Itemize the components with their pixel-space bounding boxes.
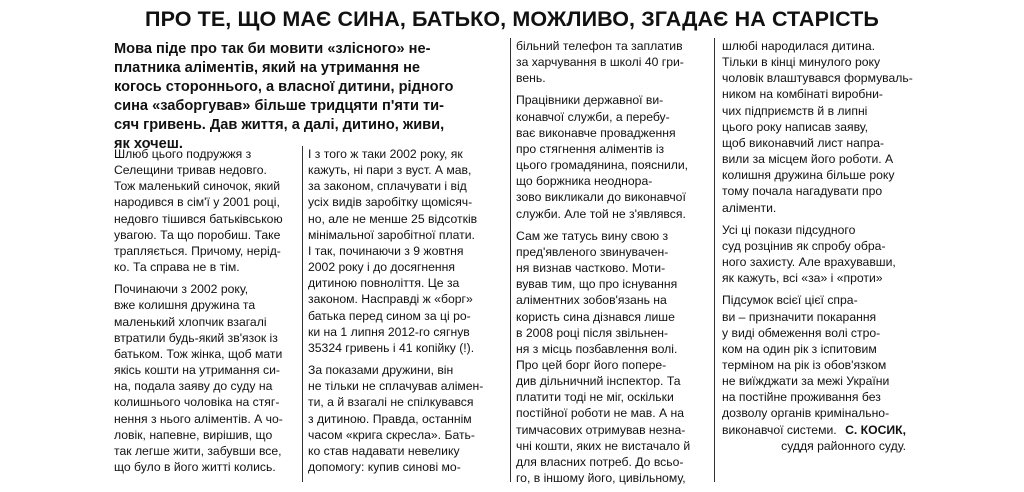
text-column-4 — [722, 38, 913, 438]
text-line: батьком. Тож жінка, щоб мати — [114, 346, 283, 361]
text-line: що було в його житті колись. — [114, 459, 276, 474]
column-divider — [714, 38, 715, 482]
text-line: маленький хлопчик взагалі — [114, 314, 267, 329]
text-line: І з того ж таки 2002 року, як — [308, 147, 463, 161]
text-line: постійної роботи не мав. А на — [516, 406, 684, 421]
text-line: платити тоді не міг, оскільки — [516, 390, 674, 405]
lead-line: сина «заборгував» більше тридцяти п'яти ти- — [114, 97, 444, 114]
lead-paragraph — [114, 40, 506, 153]
text-line: не тільки не сплачував алімен- — [308, 379, 484, 394]
text-line: допомогу: купив синові мо- — [308, 459, 461, 474]
text-line: суд розцінив як спробу обра- — [722, 238, 886, 253]
lead-line: як хочеш. — [114, 135, 183, 152]
text-line: законом. Насправді ж «борг» — [308, 292, 473, 307]
text-line: Усі ці покази підсудного — [722, 222, 856, 237]
text-line: За показами дружини, він — [308, 363, 454, 378]
text-line: не виїжджати за межі України — [722, 374, 890, 389]
text-line: на постійне проживання без — [722, 390, 881, 405]
text-line: кажуть, ні пари з вуст. А мав, — [308, 163, 472, 178]
text-line: народився в сім'ї у 2001 році, — [114, 195, 280, 210]
text-line: ки на 1 липня 2012-го сягнув — [308, 324, 470, 339]
text-line: втратили будь-який зв'язок із — [114, 330, 278, 345]
text-line: Селещини тривав недовго. — [114, 163, 267, 178]
text-line: ви – призначити покарання — [722, 309, 877, 324]
text-line: дозволу органів кримінально- — [722, 406, 890, 421]
text-line: на, подала заяву до суду на — [114, 379, 273, 394]
text-line: ко. Та справа не в тім. — [114, 260, 240, 275]
text-line: див дільничний інспектор. Та — [516, 374, 681, 389]
text-line: трапляється. Причому, нерід- — [114, 243, 281, 258]
text-line: нення з нього аліментів. А чо- — [114, 411, 283, 426]
text-column-2 — [308, 146, 498, 475]
text-line: за законом, сплачувати і від — [308, 179, 467, 194]
text-line: щоб виконавчий лист напра- — [722, 135, 885, 150]
lead-line: когось стороннього, а власної дитини, рідного — [114, 78, 454, 95]
text-line: так легше жити, забувши все, — [114, 443, 282, 458]
text-line: недовго тішився батьківською — [114, 211, 283, 226]
signature-name: С. КОСИК, — [845, 423, 906, 437]
text-line: за харчування в школі 40 гри- — [516, 55, 684, 70]
text-line: батька перед сином за ці ро- — [308, 308, 471, 323]
text-line: аліментних зобов'язань на — [516, 293, 667, 308]
text-line: виконавчої системи. — [722, 422, 837, 437]
signature — [781, 422, 906, 454]
text-line: колишня дружина більше року — [722, 168, 895, 183]
text-line: вень. — [516, 71, 546, 86]
text-line: чих підприємств й в липні — [722, 103, 868, 118]
text-line: Працівники державної ви- — [516, 93, 664, 108]
text-line: но, але не менше 25 відсотків — [308, 211, 478, 226]
text-line: більний телефон та заплатив — [516, 39, 683, 53]
lead-line: платника аліментів, який на утримання не — [114, 59, 421, 76]
text-line: мінімальної заробітної плати. — [308, 227, 475, 242]
text-line: Тільки в кінці минулого року — [722, 55, 881, 70]
column-divider — [302, 146, 303, 482]
text-line: конавчої служби, а перебу- — [516, 109, 670, 124]
text-line: усіх видів заробітку щомісяч- — [308, 195, 473, 210]
text-line: для власних потреб. До всьо- — [516, 454, 684, 469]
text-line: тимчасових отримував незна- — [516, 422, 686, 437]
text-line: ком на один рік з іспитовим — [722, 341, 877, 356]
text-line: ловік, напевне, вирішив, що — [114, 427, 273, 442]
text-line: ває виконавче провадження — [516, 125, 676, 140]
headline: ПРО ТЕ, ЩО МАЄ СИНА, БАТЬКО, МОЖЛИВО, ЗГАДАЄ НА СТАРІСТЬ — [145, 7, 879, 31]
text-line: терміном на рік із обов'язком — [722, 357, 887, 372]
text-line: го, в іншому його, цивільному, — [516, 471, 686, 486]
text-line: 35324 гривень і 41 копійку (!). — [308, 340, 475, 355]
text-line: ником на комбінаті виробни- — [722, 87, 883, 102]
text-column-1 — [114, 146, 294, 475]
text-line: ти, а й взагалі не спілкувався — [308, 395, 474, 410]
text-line: про стягнення аліментів із — [516, 141, 665, 156]
text-line: вили за місцем його роботи. А — [722, 152, 894, 167]
text-line: пред'явленого звинувачен- — [516, 244, 669, 259]
text-line: чні кошти, яких не вистачало й — [516, 438, 691, 453]
text-line: 2002 року і до досягнення — [308, 260, 455, 275]
text-line: чоловік влаштувався формуваль- — [722, 71, 913, 86]
signature-title: суддя районного суду. — [781, 439, 906, 453]
text-line: І так, починаючи з 9 жовтня — [308, 243, 464, 258]
text-line: увагою. Та що поробиш. Таке — [114, 227, 281, 242]
text-line: як кажуть, всі «за» і «проти» — [722, 271, 883, 286]
text-line: що боржника неоднора- — [516, 174, 653, 189]
text-line: Підсумок всієї цієї спра- — [722, 293, 858, 308]
text-line: Сам же татусь вину свою з — [516, 228, 669, 243]
text-line: в 2008 році після звільнен- — [516, 325, 669, 340]
text-line: ня визнав частково. Моти- — [516, 261, 666, 276]
text-line: служби. Але той не з'являвся. — [516, 206, 686, 221]
text-line: Шлюб цього подружжя з — [114, 147, 252, 161]
lead-line: Мова піде про так би мовити «злісного» не- — [114, 41, 431, 57]
text-line: Починаючи з 2002 року, — [114, 282, 249, 297]
text-line: аліменти. — [722, 200, 777, 215]
text-line: вже колишня дружина та — [114, 298, 256, 313]
text-line: ного захисту. Але врахувавши, — [722, 255, 896, 270]
text-line: з дитиною. Правда, останнім — [308, 411, 472, 426]
text-line: Тож маленький синочок, який — [114, 179, 281, 194]
text-line: тому почала нагадувати про — [722, 184, 883, 199]
text-line: цього року написав заяву, — [722, 119, 869, 134]
lead-line: сяч гривень. Дав життя, а далі, дитино, живи, — [114, 116, 445, 133]
text-line: ня з місць позбавлення волі. — [516, 341, 678, 356]
column-divider — [510, 38, 511, 482]
text-line: часом «крига скресла». Бать- — [308, 427, 475, 442]
text-line: колишнього чоловіка на стяг- — [114, 395, 280, 410]
text-column-3 — [516, 38, 704, 486]
text-line: дитиною повноліття. Це за — [308, 276, 460, 291]
text-line: користь сина дізнався лише — [516, 309, 675, 324]
text-line: шлюбі народилася дитина. — [722, 39, 875, 53]
text-line: якісь кошти на утримання си- — [114, 363, 280, 378]
text-line: у виді обмеження волі стро- — [722, 325, 881, 340]
text-line: ко став надавати невелику — [308, 443, 460, 458]
text-line: цього громадянина, пояснили, — [516, 158, 689, 173]
text-line: вував тим, що про існування — [516, 277, 678, 292]
text-line: Про цей борг його попере- — [516, 357, 667, 372]
text-line: зово викликали до виконавчої — [516, 190, 686, 205]
